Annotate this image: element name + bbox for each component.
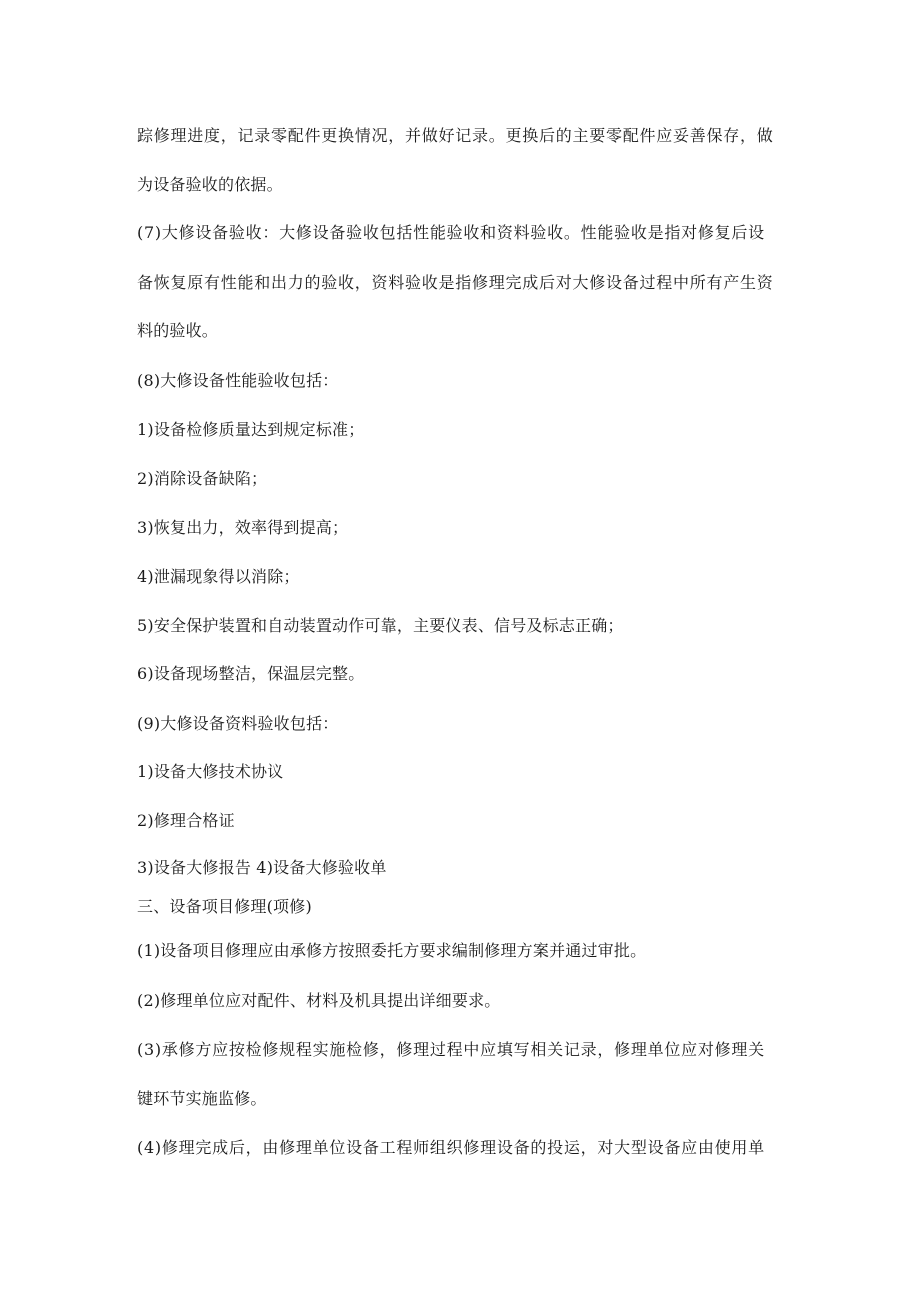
text-line: 1)设备大修技术协议 [137, 762, 284, 781]
text-line: (2)修理单位应对配件、材料及机具提出详细要求。 [137, 991, 501, 1010]
text-line: 1)设备检修质量达到规定标准； [137, 420, 365, 439]
text-line: 键环节实施监修。 [137, 1089, 267, 1108]
text-line: 2)修理合格证 [137, 811, 235, 830]
text-line: 料的验收。 [137, 321, 219, 340]
text-line: (1)设备项目修理应由承修方按照委托方要求编制修理方案并通过审批。 [137, 941, 647, 960]
text-line: (7)大修设备验收：大修设备验收包括性能验收和资料验收。性能验收是指对修复后设 [137, 223, 765, 242]
text-line: 2)消除设备缺陷； [137, 469, 268, 488]
section-heading: 三、设备项目修理(项修) [137, 897, 312, 916]
text-line: 4)泄漏现象得以消除； [137, 567, 300, 586]
text-line: 3)恢复出力，效率得到提高； [137, 518, 349, 537]
text-line: (4)修理完成后，由修理单位设备工程师组织修理设备的投运，对大型设备应由使用单 [137, 1138, 765, 1157]
text-line: (3)承修方应按检修规程实施检修，修理过程中应填写相关记录，修理单位应对修理关 [137, 1040, 765, 1059]
text-line: 5)安全保护装置和自动装置动作可靠，主要仪表、信号及标志正确； [137, 616, 624, 635]
text-line: 6)设备现场整洁，保温层完整。 [137, 664, 365, 683]
text-line: 踪修理进度，记录零配件更换情况，并做好记录。更换后的主要零配件应妥善保存，做 [137, 126, 774, 145]
text-line: (8)大修设备性能验收包括： [137, 371, 339, 390]
text-line: 为设备验收的依据。 [137, 175, 283, 194]
text-line: 备恢复原有性能和出力的验收，资料验收是指修理完成后对大修设备过程中所有产生资 [137, 273, 774, 292]
text-line: 3)设备大修报告 4)设备大修验收单 [137, 858, 387, 877]
text-line: (9)大修设备资料验收包括： [137, 714, 339, 733]
